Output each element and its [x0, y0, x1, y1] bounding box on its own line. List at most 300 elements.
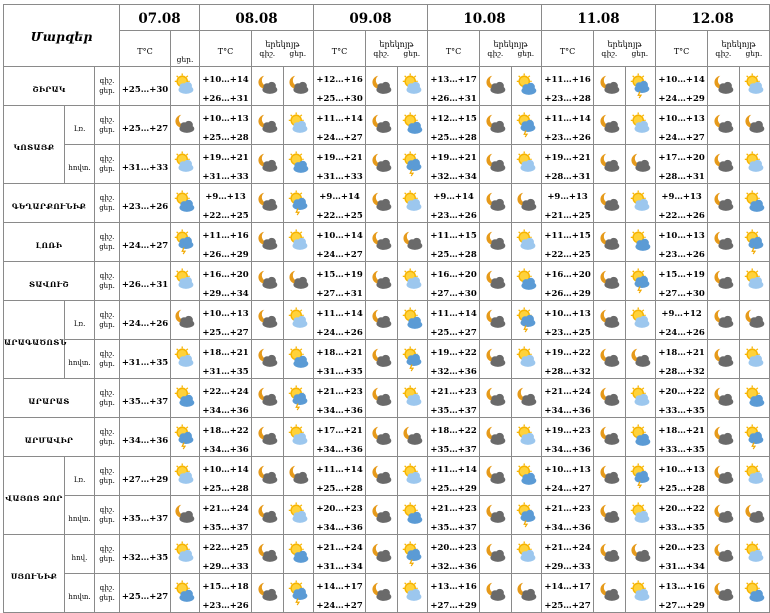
temp-cell: +10…+13 +25…+28: [200, 106, 252, 145]
weather-cell: [708, 340, 740, 379]
weather-cell: [284, 418, 314, 457]
moon-cloud-icon: [483, 268, 509, 294]
sun-cloud-icon: [742, 541, 768, 567]
weather-cell: [740, 262, 770, 301]
temp-cell: +10…+14 +25…+28: [200, 457, 252, 496]
moon-cloud-icon: [483, 307, 509, 333]
temp-cell: +23…+26: [120, 184, 171, 223]
moon-cloud-icon: [286, 73, 312, 99]
moon-cloud-icon: [597, 229, 623, 255]
storm-icon: [400, 151, 426, 177]
moon-cloud-icon: [597, 190, 623, 216]
weather-cell: [740, 145, 770, 184]
moon-cloud-icon: [369, 307, 395, 333]
temp-cell: +17…+21 +34…+36: [314, 418, 366, 457]
weather-cell: [708, 457, 740, 496]
moon-cloud-icon: [369, 346, 395, 372]
subregion-label: Լռ.: [65, 106, 95, 145]
temp-cell: +13…+16 +27…+29: [428, 574, 480, 613]
storm-icon: [172, 229, 198, 255]
region-name: ՍՅՈՒՆԻՔ: [4, 535, 65, 613]
sun-cloud-icon: [514, 424, 540, 450]
temp-cell: +21…+23 +34…+36: [542, 496, 594, 535]
weather-cell: [480, 145, 512, 184]
weather-cell: [626, 496, 656, 535]
weather-cell: [594, 184, 626, 223]
sun-cloud-icon: [742, 73, 768, 99]
weather-cell: [740, 496, 770, 535]
temp-cell: +22…+25 +29…+33: [200, 535, 252, 574]
partly-sunny-icon: [742, 580, 768, 606]
moon-cloud-icon: [400, 229, 426, 255]
temp-cell: +9…+13 +22…+25: [200, 184, 252, 223]
storm-icon: [628, 463, 654, 489]
temp-cell: +18…+21 +28…+32: [656, 340, 708, 379]
region-name: ԼՈՌԻ: [4, 223, 95, 262]
temp-cell: +11…+14 +25…+28: [314, 457, 366, 496]
moon-cloud-icon: [255, 268, 281, 294]
moon-cloud-icon: [597, 112, 623, 138]
moon-cloud-icon: [711, 73, 737, 99]
weather-cell: [480, 418, 512, 457]
temp-cell: +11…+15 +22…+25: [542, 223, 594, 262]
weather-cell: [740, 379, 770, 418]
sun-cloud-icon: [514, 541, 540, 567]
weather-cell: [480, 301, 512, 340]
weather-cell: [480, 574, 512, 613]
table-row: [4, 535, 770, 574]
temp-col-header: T°C: [656, 31, 708, 67]
moon-cloud-icon: [483, 502, 509, 528]
moon-cloud-icon: [483, 190, 509, 216]
weather-cell: [171, 223, 200, 262]
partly-sunny-icon: [400, 502, 426, 528]
sun-cloud-icon: [172, 541, 198, 567]
weather-cell: [708, 106, 740, 145]
moon-cloud-icon: [628, 151, 654, 177]
moon-cloud-icon: [597, 151, 623, 177]
sun-cloud-icon: [742, 463, 768, 489]
sun-cloud-icon: [742, 151, 768, 177]
temp-col-header: T°C: [428, 31, 480, 67]
temp-cell: +20…+23 +34…+36: [314, 496, 366, 535]
moon-cloud-icon: [255, 112, 281, 138]
storm-icon: [514, 307, 540, 333]
partly-sunny-icon: [286, 346, 312, 372]
temp-cell: +21…+23 +35…+37: [428, 496, 480, 535]
weather-cell: [740, 535, 770, 574]
period-labels: գիշ. ցեր.: [95, 496, 120, 535]
weather-cell: [366, 184, 398, 223]
moon-cloud-icon: [711, 151, 737, 177]
weather-cell: [252, 262, 284, 301]
weather-cell: [284, 184, 314, 223]
moon-cloud-icon: [483, 346, 509, 372]
weather-cell: [284, 379, 314, 418]
partly-sunny-icon: [172, 385, 198, 411]
weather-cell: [708, 262, 740, 301]
weather-cell: [366, 418, 398, 457]
partly-sunny-icon: [628, 424, 654, 450]
temp-cell: +11…+14 +24…+27: [314, 106, 366, 145]
period-labels: գիշ. ցեր.: [95, 67, 120, 106]
weather-cell: [626, 379, 656, 418]
period-labels: գիշ. ցեր.: [95, 379, 120, 418]
weather-cell: [708, 145, 740, 184]
weather-cell: [626, 67, 656, 106]
moon-cloud-icon: [514, 385, 540, 411]
period-labels: գիշ. ցեր.: [95, 418, 120, 457]
table-row: [4, 340, 770, 379]
temp-cell: +19…+22 +32…+36: [428, 340, 480, 379]
sun-cloud-icon: [628, 502, 654, 528]
temp-cell: +21…+23 +34…+36: [314, 379, 366, 418]
weather-cell: [594, 340, 626, 379]
moon-cloud-icon: [597, 73, 623, 99]
temp-cell: +21…+24 +29…+33: [542, 535, 594, 574]
weather-cell: [398, 457, 428, 496]
storm-icon: [514, 502, 540, 528]
moon-cloud-icon: [369, 541, 395, 567]
moon-cloud-icon: [255, 307, 281, 333]
weather-cell: [512, 67, 542, 106]
weather-cell: [284, 340, 314, 379]
period-col-header: երեկոյթ գիշ. ցեր.: [366, 31, 428, 67]
weather-cell: [284, 457, 314, 496]
temp-cell: +11…+14 +24…+26: [314, 301, 366, 340]
moon-cloud-icon: [483, 73, 509, 99]
weather-cell: [740, 574, 770, 613]
weather-cell: [171, 67, 200, 106]
moon-cloud-icon: [369, 463, 395, 489]
weather-cell: [366, 574, 398, 613]
moon-cloud-icon: [483, 112, 509, 138]
moon-cloud-icon: [711, 268, 737, 294]
weather-cell: [171, 106, 200, 145]
moon-cloud-icon: [369, 424, 395, 450]
weather-cell: [252, 145, 284, 184]
weather-cell: [594, 67, 626, 106]
weather-cell: [252, 496, 284, 535]
weather-cell: [366, 301, 398, 340]
period-labels: գիշ. ցեր.: [95, 223, 120, 262]
weather-cell: [740, 340, 770, 379]
weather-cell: [284, 67, 314, 106]
table-row: [4, 223, 770, 262]
moon-cloud-icon: [286, 268, 312, 294]
subregion-label: հովտ.: [65, 496, 95, 535]
temp-cell: +20…+22 +33…+35: [656, 379, 708, 418]
moon-cloud-icon: [597, 424, 623, 450]
partly-sunny-icon: [742, 385, 768, 411]
partly-sunny-icon: [172, 580, 198, 606]
sun-cloud-icon: [400, 580, 426, 606]
moon-cloud-icon: [711, 190, 737, 216]
weather-cell: [594, 496, 626, 535]
region-name: ԱՐՄԱՎԻՐ: [4, 418, 95, 457]
weather-cell: [512, 457, 542, 496]
sun-cloud-icon: [172, 268, 198, 294]
temp-cell: +10…+13 +23…+26: [656, 223, 708, 262]
sun-cloud-icon: [286, 112, 312, 138]
temp-cell: +10…+14 +24…+29: [656, 67, 708, 106]
partly-sunny-icon: [628, 229, 654, 255]
sun-cloud-icon: [172, 151, 198, 177]
temp-cell: +12…+15 +25…+28: [428, 106, 480, 145]
weather-cell: [740, 457, 770, 496]
moon-cloud-icon: [369, 502, 395, 528]
table-row: [4, 145, 770, 184]
weather-cell: [512, 379, 542, 418]
temp-cell: +11…+15 +25…+28: [428, 223, 480, 262]
temp-cell: +31…+35: [120, 340, 171, 379]
weather-cell: [626, 535, 656, 574]
temp-cell: +14…+17 +25…+27: [542, 574, 594, 613]
weather-cell: [594, 379, 626, 418]
subregion-label: հովտ.: [65, 340, 95, 379]
sun-cloud-icon: [742, 268, 768, 294]
period-labels: գիշ. ցեր.: [95, 301, 120, 340]
temp-cell: +19…+21 +31…+33: [314, 145, 366, 184]
weather-cell: [398, 418, 428, 457]
weather-cell: [252, 67, 284, 106]
temp-cell: +20…+22 +33…+35: [656, 496, 708, 535]
weather-cell: [626, 184, 656, 223]
temp-cell: +12…+16 +25…+30: [314, 67, 366, 106]
weather-cell: [398, 496, 428, 535]
weather-cell: [512, 184, 542, 223]
weather-cell: [398, 379, 428, 418]
table-row: [4, 496, 770, 535]
weather-cell: [512, 223, 542, 262]
subregion-label: հովտ.: [65, 145, 95, 184]
weather-cell: [480, 106, 512, 145]
weather-cell: [171, 301, 200, 340]
temp-cell: +19…+21 +32…+34: [428, 145, 480, 184]
moon-cloud-icon: [369, 385, 395, 411]
weather-cell: [512, 496, 542, 535]
period-labels: գիշ. ցեր.: [95, 457, 120, 496]
temp-cell: +19…+22 +28…+32: [542, 340, 594, 379]
weather-cell: [252, 457, 284, 496]
weather-cell: [480, 223, 512, 262]
weather-cell: [171, 418, 200, 457]
sun-cloud-icon: [172, 346, 198, 372]
sun-cloud-icon: [400, 385, 426, 411]
moon-cloud-icon: [255, 502, 281, 528]
moon-cloud-icon: [255, 580, 281, 606]
weather-cell: [740, 223, 770, 262]
sun-cloud-icon: [400, 73, 426, 99]
weather-cell: [480, 184, 512, 223]
moon-cloud-icon: [711, 541, 737, 567]
period-col-header: երեկոյթ գիշ. ցեր.: [252, 31, 314, 67]
weather-cell: [512, 418, 542, 457]
temp-cell: +10…+13 +25…+28: [656, 457, 708, 496]
period-labels: գիշ. ցեր.: [95, 535, 120, 574]
sun-cloud-icon: [286, 424, 312, 450]
partly-sunny-icon: [514, 268, 540, 294]
temp-cell: +16…+20 +26…+29: [542, 262, 594, 301]
weather-cell: [398, 262, 428, 301]
table-row: [4, 574, 770, 613]
moon-cloud-icon: [514, 580, 540, 606]
temp-cell: +19…+21 +31…+33: [200, 145, 252, 184]
temp-cell: +17…+20 +28…+31: [656, 145, 708, 184]
moon-cloud-icon: [286, 463, 312, 489]
weather-cell: [171, 535, 200, 574]
weather-cell: [708, 535, 740, 574]
date-header: 12.08: [656, 5, 770, 31]
weather-cell: [398, 340, 428, 379]
weather-cell: [284, 301, 314, 340]
storm-icon: [286, 385, 312, 411]
moon-cloud-icon: [483, 580, 509, 606]
sun-cloud-icon: [628, 190, 654, 216]
subregion-label: հովտ.: [65, 574, 95, 613]
weather-cell: [708, 496, 740, 535]
weather-cell: [626, 301, 656, 340]
sun-cloud-icon: [400, 463, 426, 489]
period-labels: գիշ. ցեր.: [95, 184, 120, 223]
temp-cell: +18…+21 +33…+35: [656, 418, 708, 457]
partly-sunny-icon: [286, 151, 312, 177]
weather-cell: [284, 106, 314, 145]
weather-cell: [366, 496, 398, 535]
moon-cloud-icon: [400, 424, 426, 450]
weather-cell: [626, 457, 656, 496]
sun-cloud-icon: [514, 229, 540, 255]
moon-cloud-icon: [369, 73, 395, 99]
weather-cell: [398, 223, 428, 262]
storm-icon: [742, 229, 768, 255]
temp-cell: +15…+18 +23…+26: [200, 574, 252, 613]
temp-cell: +19…+23 +34…+36: [542, 418, 594, 457]
date-header: 07.08: [120, 5, 200, 31]
moon-cloud-icon: [597, 385, 623, 411]
temp-cell: +11…+16 +26…+29: [200, 223, 252, 262]
weather-cell: [252, 184, 284, 223]
moon-cloud-icon: [255, 190, 281, 216]
temp-cell: +16…+20 +27…+30: [428, 262, 480, 301]
weather-cell: [512, 145, 542, 184]
temp-cell: +27…+29: [120, 457, 171, 496]
weather-cell: [594, 262, 626, 301]
weather-cell: [171, 340, 200, 379]
temp-cell: +11…+14 +25…+29: [428, 457, 480, 496]
region-name: ՎԱՅՈՑ ՁՈՐ: [4, 457, 65, 535]
temp-cell: +25…+30: [120, 67, 171, 106]
weather-cell: [171, 145, 200, 184]
temp-cell: +21…+24 +35…+37: [200, 496, 252, 535]
partly-sunny-icon: [172, 190, 198, 216]
partly-sunny-icon: [286, 541, 312, 567]
weather-cell: [626, 106, 656, 145]
moon-cloud-icon: [742, 112, 768, 138]
weather-cell: [366, 379, 398, 418]
period-labels: գիշ. ցեր.: [95, 574, 120, 613]
weather-cell: [398, 574, 428, 613]
moon-cloud-icon: [711, 463, 737, 489]
temp-cell: +15…+19 +27…+30: [656, 262, 708, 301]
period-labels: գիշ. ցեր.: [95, 262, 120, 301]
temp-cell: +10…+13 +24…+27: [656, 106, 708, 145]
weather-cell: [284, 223, 314, 262]
weather-cell: [512, 535, 542, 574]
temp-cell: +26…+31: [120, 262, 171, 301]
temp-cell: +35…+37: [120, 496, 171, 535]
weather-cell: [284, 535, 314, 574]
weather-cell: [398, 301, 428, 340]
temp-cell: +25…+27: [120, 574, 171, 613]
temp-cell: +15…+19 +27…+31: [314, 262, 366, 301]
region-name: ԿՈՏԱՅՔ: [4, 106, 65, 184]
moon-cloud-icon: [711, 385, 737, 411]
weather-cell: [366, 340, 398, 379]
temp-col-header: T°C: [120, 31, 171, 67]
weather-cell: [171, 184, 200, 223]
weather-cell: [398, 535, 428, 574]
period-col-header: երեկոյթ գիշ. ցեր.: [594, 31, 656, 67]
weather-cell: [252, 574, 284, 613]
partly-sunny-icon: [400, 307, 426, 333]
weather-cell: [740, 418, 770, 457]
temp-cell: +22…+24 +34…+36: [200, 379, 252, 418]
sun-cloud-icon: [286, 229, 312, 255]
region-name: ՇԻՐԱԿ: [4, 67, 95, 106]
weather-cell: [480, 262, 512, 301]
weather-cell: [708, 223, 740, 262]
temp-cell: +10…+13 +24…+27: [542, 457, 594, 496]
weather-cell: [512, 301, 542, 340]
weather-cell: [740, 301, 770, 340]
weather-cell: [708, 184, 740, 223]
moon-cloud-icon: [597, 502, 623, 528]
moon-cloud-icon: [255, 541, 281, 567]
period-col-header: երեկոյթ գիշ. ցեր.: [480, 31, 542, 67]
weather-cell: [398, 145, 428, 184]
weather-cell: [171, 379, 200, 418]
weather-cell: [626, 145, 656, 184]
temp-cell: +18…+21 +31…+35: [200, 340, 252, 379]
temp-cell: +21…+24 +31…+34: [314, 535, 366, 574]
weather-cell: [366, 145, 398, 184]
table-row: [4, 418, 770, 457]
moon-cloud-icon: [742, 307, 768, 333]
weather-cell: [252, 301, 284, 340]
subregion-label: Լռ.: [65, 457, 95, 496]
temp-cell: +25…+27: [120, 106, 171, 145]
weather-cell: [480, 496, 512, 535]
moon-cloud-icon: [369, 580, 395, 606]
sun-cloud-icon: [172, 463, 198, 489]
moon-cloud-icon: [711, 580, 737, 606]
moon-cloud-icon: [711, 307, 737, 333]
period-col-header: երեկոյթ գիշ. ցեր.: [708, 31, 770, 67]
moon-cloud-icon: [255, 424, 281, 450]
temp-col-header: T°C: [200, 31, 252, 67]
temp-cell: +13…+16 +27…+29: [656, 574, 708, 613]
moon-cloud-icon: [483, 151, 509, 177]
temp-cell: +18…+22 +35…+37: [428, 418, 480, 457]
weather-cell: [252, 379, 284, 418]
moon-cloud-icon: [597, 346, 623, 372]
weather-cell: [594, 418, 626, 457]
storm-icon: [628, 73, 654, 99]
moon-cloud-icon: [711, 502, 737, 528]
temp-cell: +20…+23 +31…+34: [656, 535, 708, 574]
weather-cell: [594, 535, 626, 574]
